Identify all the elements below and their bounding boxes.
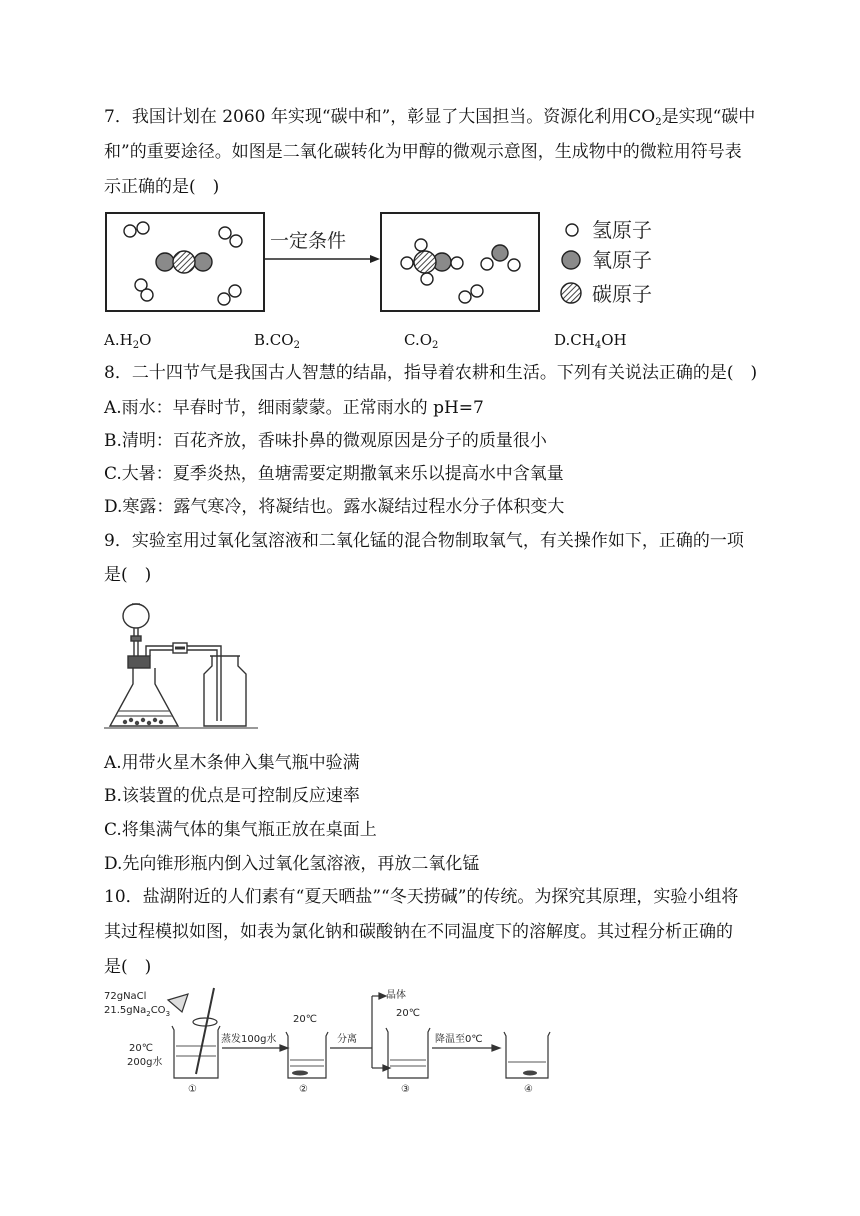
temp-label-1: 20℃: [129, 1043, 153, 1054]
q10-process-diagram: [0, 982, 860, 1097]
q8-stem: 8．二十四节气是我国古人智慧的结晶，指导着农耕和生活。下列有关说法正确的是( ): [104, 363, 758, 383]
temp-label-2: 20℃: [293, 1014, 317, 1025]
oxygen-legend-icon: [562, 251, 580, 269]
q9-option-a[interactable]: A.用带火星木条伸入集气瓶中验满: [104, 753, 360, 773]
q10-stem-line1: 10．盐湖附近的人们素有“夏天晒盐”“冬天捞碱”的传统。为探究其原理，实验小组将: [104, 887, 739, 907]
co2-molecule: [156, 251, 212, 273]
beaker-label-1: ①: [188, 1084, 197, 1095]
carbon-legend-icon: [561, 283, 581, 303]
legend-carbon: 碳原子: [592, 282, 652, 306]
q8-option-c[interactable]: C.大暑：夏季炎热，鱼塘需要定期撒氧来乐以提高水中含氧量: [104, 464, 564, 484]
delivery-tube: [146, 646, 221, 721]
paper-funnel-icon: [168, 994, 188, 1012]
q9-stem-line1: 9．实验室用过氧化氢溶液和二氧化锰的混合物制取氧气，有关操作如下，正确的一项: [104, 531, 744, 551]
beaker-label-2: ②: [299, 1084, 308, 1095]
step-cool: 降温至0℃: [435, 1034, 483, 1045]
legend-hydrogen: 氢原子: [592, 218, 652, 242]
q9-apparatus-diagram: [0, 598, 860, 738]
rubber-stopper: [128, 656, 150, 668]
q8-option-d[interactable]: D.寒露：露气寒冷，将凝结也。露水凝结过程水分子体积变大: [104, 497, 565, 517]
q8-option-a[interactable]: A.雨水：早春时节，细雨蒙蒙。正常雨水的 pH=7: [104, 398, 484, 418]
h2-leftover: [459, 285, 483, 303]
crystal-label: 晶体: [386, 990, 406, 1001]
q9-stem-line2: 是( ): [104, 565, 152, 585]
q7-option-c[interactable]: $C.O_2$: [404, 331, 439, 351]
q10-stem-line3: 是( ): [104, 957, 152, 977]
solute-nacl: 72gNaCl: [104, 991, 147, 1002]
step-separate: 分离: [337, 1034, 357, 1045]
q7-option-d[interactable]: $D.CH_4OH$: [554, 331, 627, 351]
beaker-2: [286, 1032, 328, 1078]
arrow-head: [370, 255, 380, 263]
q7-stem-line2: 和”的重要途径。如图是二氧化碳转化为甲醇的微观示意图，生成物中的微粒用符号表: [104, 142, 742, 162]
q9-option-c[interactable]: C.将集满气体的集气瓶正放在桌面上: [104, 820, 377, 840]
step-evaporate: 蒸发100g水: [221, 1034, 277, 1045]
q7-option-a[interactable]: $A.H_2O$: [104, 331, 152, 351]
beaker-label-4: ④: [524, 1084, 533, 1095]
temp-label-3: 20℃: [396, 1008, 420, 1019]
funnel-bulb: [123, 604, 149, 628]
co2-formula: $CO_2$: [628, 107, 662, 128]
arrow-label: 一定条件: [270, 230, 347, 252]
water-label: 200g水: [127, 1057, 163, 1068]
gas-jar: [204, 656, 246, 726]
beaker-label-3: ③: [401, 1084, 410, 1095]
q7-option-b[interactable]: $B.CO_2$: [254, 331, 300, 351]
beaker-3: [386, 1028, 430, 1078]
hydrogen-legend-icon: [566, 224, 578, 236]
q9-option-d[interactable]: D.先向锥形瓶内倒入过氧化氢溶液，再放二氧化锰: [104, 854, 480, 874]
conical-flask: [110, 668, 178, 726]
funnel-stopcock: [131, 636, 141, 641]
q7-reaction-diagram: [0, 205, 860, 325]
q7-stem-line1: 7．我国计划在 2060 年实现“碳中和”，彰显了大国担当。资源化利用$CO_2$是实现“碳中: [104, 107, 756, 128]
methanol-molecule: [401, 239, 463, 285]
q7-stem-line3: 示正确的是( ): [104, 177, 220, 197]
q9-option-b[interactable]: B.该装置的优点是可控制反应速率: [104, 786, 360, 806]
mno2-solid: [123, 718, 163, 725]
solute-na2co3: $21.5gNa_2CO_3$: [104, 1005, 171, 1018]
crystals: [292, 1071, 537, 1076]
glass-rod: [196, 988, 214, 1074]
q8-option-b[interactable]: B.清明：百花齐放，香味扑鼻的微观原因是分子的质量很小: [104, 431, 547, 451]
q10-stem-line2: 其过程模拟如图，如表为氯化钠和碳酸钠在不同温度下的溶解度。其过程分析正确的: [104, 922, 733, 942]
water-molecule: [481, 245, 520, 271]
legend-oxygen: 氧原子: [592, 248, 652, 272]
